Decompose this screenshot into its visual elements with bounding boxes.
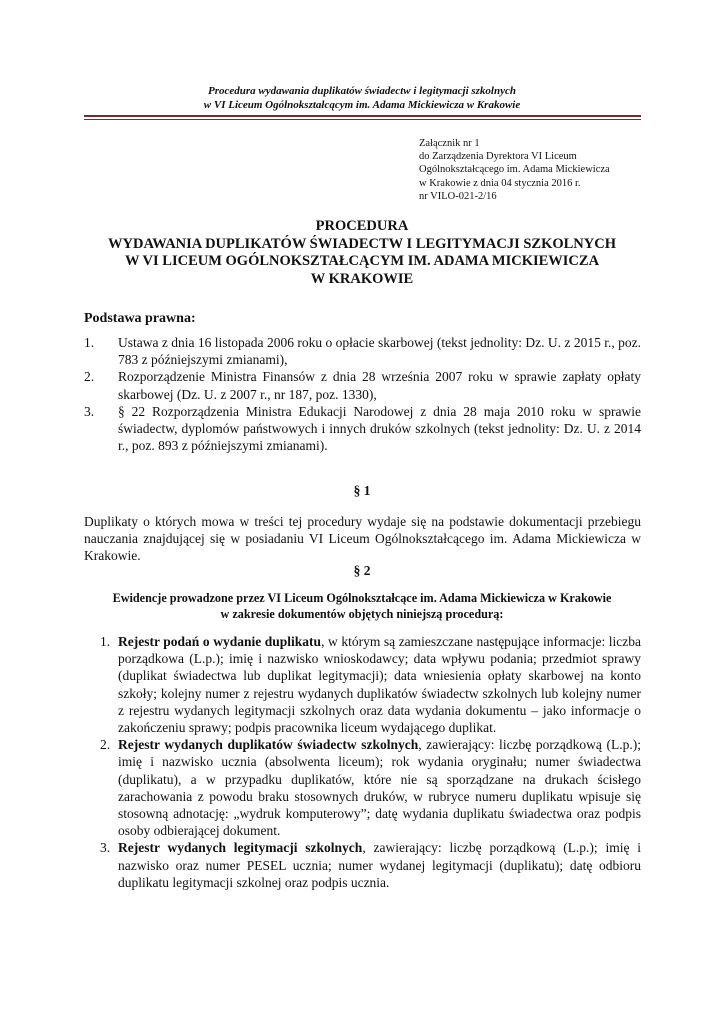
annex-line: nr VILO-021-2/16 — [419, 190, 497, 202]
section-2-heading-line-1: Ewidencje prowadzone przez VI Liceum Ogólnokształcące im. Adama Mickiewicza w Krakowie — [112, 591, 612, 605]
title-line: PROCEDURA — [315, 218, 409, 234]
section-2-mark: § 2 — [353, 563, 371, 578]
item-text: Ustawa z dnia 16 listopada 2006 roku o opłacie skarbowej (tekst jednolity: Dz. U. z 2015 r., poz. 783 z późniejszymi zmianami), — [118, 335, 641, 368]
legal-basis-heading: Podstawa prawna: — [84, 311, 196, 326]
title-line: W VI LICEUM OGÓLNOKSZTAŁCĄCYM IM. ADAMA MICKIEWICZA — [124, 253, 600, 269]
title-line: W KRAKOWIE — [310, 270, 414, 287]
section-1-text: Duplikaty o których mowa w treści tej procedury wydaje się na podstawie dokumentacji przebiegu nauczania znajdującej się w posiadaniu VI Liceum Ogólnokształcącego im. Adama Mickiewicza w Krakowie. — [84, 514, 641, 564]
item-number: 3. — [84, 403, 95, 419]
register-description: , zawierający: liczbę porządkową (L.p.); imię i nazwisko ucznia (absolwenta liceum); rok wydania oryginału; numer świadectwa (duplikatu), a w przypadku duplikatów, które nie są sporządzane na drukach ścisłego zarachowania z powodu braku stosownych druków, w rubryce numeru duplikatu wpisuje się stosowną adnotację: „wydruk komputerowy”; datę wydania duplikatu świadectwa oraz podpis osoby odbierającej dokument. — [118, 737, 641, 839]
annex-line: w Krakowie z dnia 04 stycznia 2016 r. — [419, 177, 581, 189]
annex-line: do Zarządzenia Dyrektora VI Liceum — [419, 151, 577, 163]
register-name: Rejestr wydanych duplikatów świadectw szkolnych — [118, 737, 419, 753]
register-description: , zawierający: liczbę porządkową (L.p.); imię i nazwisko oraz numer PESEL ucznia; numer wydanej legitymacji (duplikatu); datę odbioru duplikatu legitymacji szkolnej oraz podpis ucznia. — [118, 840, 641, 890]
register-name: Rejestr podań o wydanie duplikatu — [118, 634, 322, 649]
annex-line: Załącznik nr 1 — [419, 138, 480, 149]
register-name: Rejestr wydanych legitymacji szkolnych — [118, 840, 363, 856]
section-1-mark: § 1 — [353, 483, 371, 498]
header-line-1: Procedura wydawania duplikatów świadectw i legitymacji szkolnych — [207, 85, 516, 97]
annex-line: Ogólnokształcącego im. Adama Mickiewicza — [419, 164, 610, 176]
item-number: 1. — [84, 335, 95, 350]
legal-basis-item — [84, 368, 641, 402]
item-number: 3. — [100, 840, 111, 856]
title-line: WYDAWANIA DUPLIKATÓW ŚWIADECTW I LEGITYMACJI SZKOLNYCH — [108, 235, 616, 252]
legal-basis-item — [84, 403, 641, 455]
register-item — [96, 839, 641, 891]
item-number: 2. — [84, 369, 95, 385]
item-text: § 22 Rozporządzenia Ministra Edukacji Narodowej z dnia 28 maja 2010 roku w sprawie świadectw, dyplomów państwowych i innych druków szkolnych (tekst jednolity: Dz. U. z 2014 r., poz. 893 z późniejszymi zmianami). — [118, 403, 641, 454]
item-number: 2. — [100, 737, 111, 753]
registers-list — [96, 633, 641, 891]
header-rule-thin — [84, 119, 641, 120]
annex-note — [419, 137, 610, 203]
section-2-heading — [0, 590, 724, 622]
register-item — [96, 633, 641, 736]
register-item — [96, 736, 641, 839]
section-2-heading-line-2: w zakresie dokumentów objętych niniejszą procedurą: — [220, 607, 504, 621]
header-line-2: w VI Liceum Ogólnokształcącym im. Adama Mickiewicza w Krakowie — [203, 99, 521, 111]
item-number: 1. — [100, 634, 111, 649]
legal-basis-list — [84, 334, 641, 454]
item-text: Rozporządzenie Ministra Finansów z dnia 28 września 2007 roku w sprawie zapłaty opłaty skarbowej (Dz. U. z 2007 r., nr 187, poz. 1330), — [118, 369, 641, 402]
document-title — [0, 218, 724, 288]
register-description: , w którym są zamieszczane następujące informacje: liczba porządkowa (L.p.); imię i nazwisko wnioskodawcy; data wpływu podania; przedmiot sprawy (duplikat świadectwa lub duplikat legitymacji); data wniesienia opłaty skarbowej na konto szkoły; kolejny numer z rejestru wydanych duplikatów świadectw szkolnych lub kolejny numer z rejestru wydanych legitymacji szkolnych oraz data wydania dokumentu – jako informacje o zakończeniu sprawy; podpis pracownika liceum wydającego duplikat. — [118, 634, 641, 736]
header-rule-thick — [84, 115, 641, 117]
legal-basis-item — [84, 334, 641, 368]
page-header — [0, 84, 724, 112]
